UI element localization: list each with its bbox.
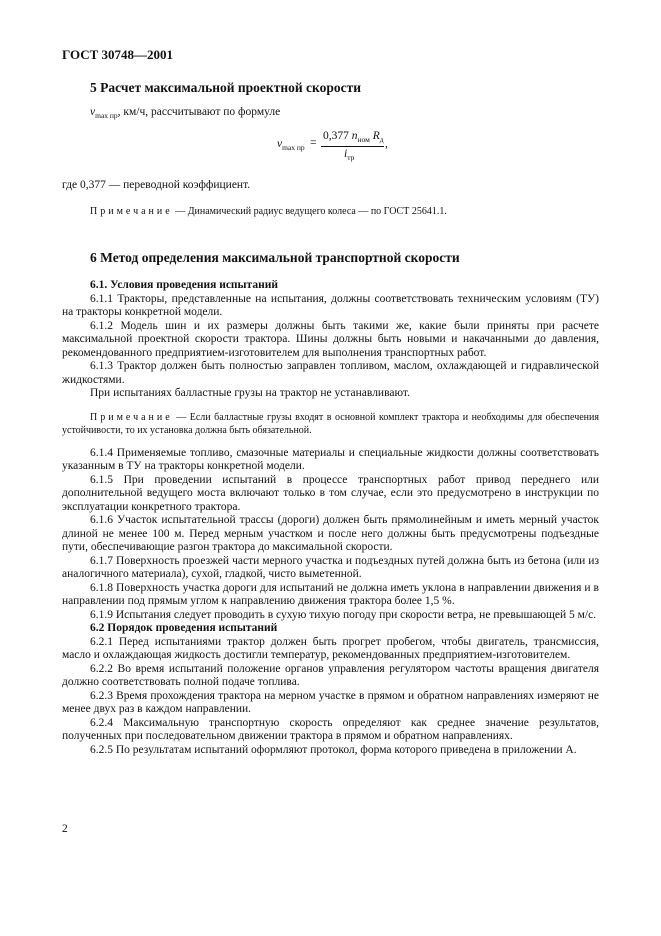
paragraph-6-2-4: 6.2.4 Максимальную транспортную скорость определяют как среднее значение результатов, полученных при последовательном движении трактора в прямом и обратном направлениях. <box>62 716 599 742</box>
section-5-note <box>90 206 447 217</box>
document-header: ГОСТ 30748—2001 <box>62 47 174 62</box>
formula-tail: , <box>385 138 388 150</box>
paragraph-6-1-2: 6.1.2 Модель шин и их размеры должны быть такими же, какие были приняты при расчете максимальной проектной скорости трактора. Шины должны быть новыми и накачанными до давления, рекомендованного предприятием-изготовителем для выполнения транспортных работ. <box>62 319 599 359</box>
paragraph-6-1-8: 6.1.8 Поверхность участка дороги для испытаний не должна иметь уклона в направлении движения и в направлении под прямым углом к направлению движения трактора более 1,5 %. <box>62 581 599 607</box>
formula-lhs: $v_{max пр}$ <box>277 138 305 152</box>
paragraph-6-1-6: 6.1.6 Участок испытательной трассы (дороги) должен быть прямолинейным и иметь мерный участок длиной не менее 100 м. Перед мерным участком и после него должны быть предусмотрены подъездные пути, обеспечивающие разгон трактора до максимальной скорости. <box>62 514 599 553</box>
paragraph-6-1-1: 6.1.1 Тракторы, представленные на испытания, должны соответствовать техническим условиям (ТУ) на тракторы конкретной модели. <box>62 292 599 318</box>
page-number: 2 <box>62 823 68 835</box>
speed-formula <box>277 130 397 164</box>
paragraph-6-1-5: 6.1.5 При проведении испытаний в процессе транспортных работ привод переднего или дополнительной ведущего моста включают только в том случае, если это предусмотрено в инструкции по эксплуатации конкретного трактора. <box>62 473 599 513</box>
section-6-note <box>62 411 599 437</box>
paragraph-6-2-1: 6.2.1 Перед испытаниями трактор должен быть прогрет пробегом, чтобы двигатель, трансмиссия, масло и охлаждающая жидкость достигли температур, рекомендованных предприятием-изготовителем. <box>62 635 599 661</box>
formula-intro <box>90 106 280 120</box>
paragraph-6-1-4: 6.1.4 Применяемые топливо, смазочные материалы и специальные жидкости должны соответствовать указанным в ТУ на тракторы конкретной модели. <box>62 446 599 472</box>
paragraph-6-2-2: 6.2.2 Во время испытаний положение органов управления регулятором частоты вращения двигателя должно соответствовать полной подаче топлива. <box>62 662 599 688</box>
subsection-6-1-title: 6.1. Условия проведения испытаний <box>90 279 278 291</box>
velocity-subscript: max пр <box>95 111 118 120</box>
paragraph-6-1-3: 6.1.3 Трактор должен быть полностью заправлен топливом, маслом, охлаждающей и гидравлической жидкостями. <box>62 360 599 386</box>
paragraph-6-1-3-ballast: При испытаниях балластные грузы на трактор не устанавливают. <box>90 387 410 399</box>
note-label: Примечание <box>90 411 173 423</box>
fraction-bar <box>321 146 384 147</box>
paragraph-6-2-3: 6.2.3 Время прохождения трактора на мерном участке в прямом и обратном направлениях измеряют не менее двух раз в каждом направлении. <box>62 689 599 715</box>
note-label: Примечание <box>90 206 173 217</box>
formula-numerator: 0,377 $n_{ном}$ $R_д$ <box>323 130 384 144</box>
velocity-symbol: v <box>90 106 96 118</box>
section-6-body <box>62 279 599 757</box>
formula-intro-text: , км/ч, рассчитывают по формуле <box>117 106 281 118</box>
coefficient-explanation: где 0,377 — переводной коэффициент. <box>62 179 251 191</box>
section-5-title: 5 Расчет максимальной проектной скорости <box>90 80 362 95</box>
paragraph-6-2-5: 6.2.5 По результатам испытаний оформляют протокол, форма которого приведена в приложении А. <box>90 743 577 756</box>
formula-equals: = <box>310 137 317 149</box>
subsection-6-2-title: 6.2 Порядок проведения испытаний <box>90 622 278 634</box>
paragraph-6-1-9: 6.1.9 Испытания следует проводить в сухую тихую погоду при скорости ветра, не превышающей 5 м/с. <box>90 608 597 621</box>
note-text: — Если балластные грузы входят в основной комплект трактора и необходимы для обеспечения устойчивости, то их установка должна быть обязательной. <box>62 411 599 436</box>
note-text: — Динамический радиус ведущего колеса — по ГОСТ 25641.1. <box>172 206 447 217</box>
section-6-title: 6 Метод определения максимальной транспортной скорости <box>90 250 460 265</box>
paragraph-6-1-7: 6.1.7 Поверхность проезжей части мерного участка и подъездных путей должна быть из бетона (или из аналогичного материала), сухой, гладкой, чисто выметенной. <box>62 554 599 580</box>
formula-denominator: $i_{тр}$ <box>344 148 355 162</box>
